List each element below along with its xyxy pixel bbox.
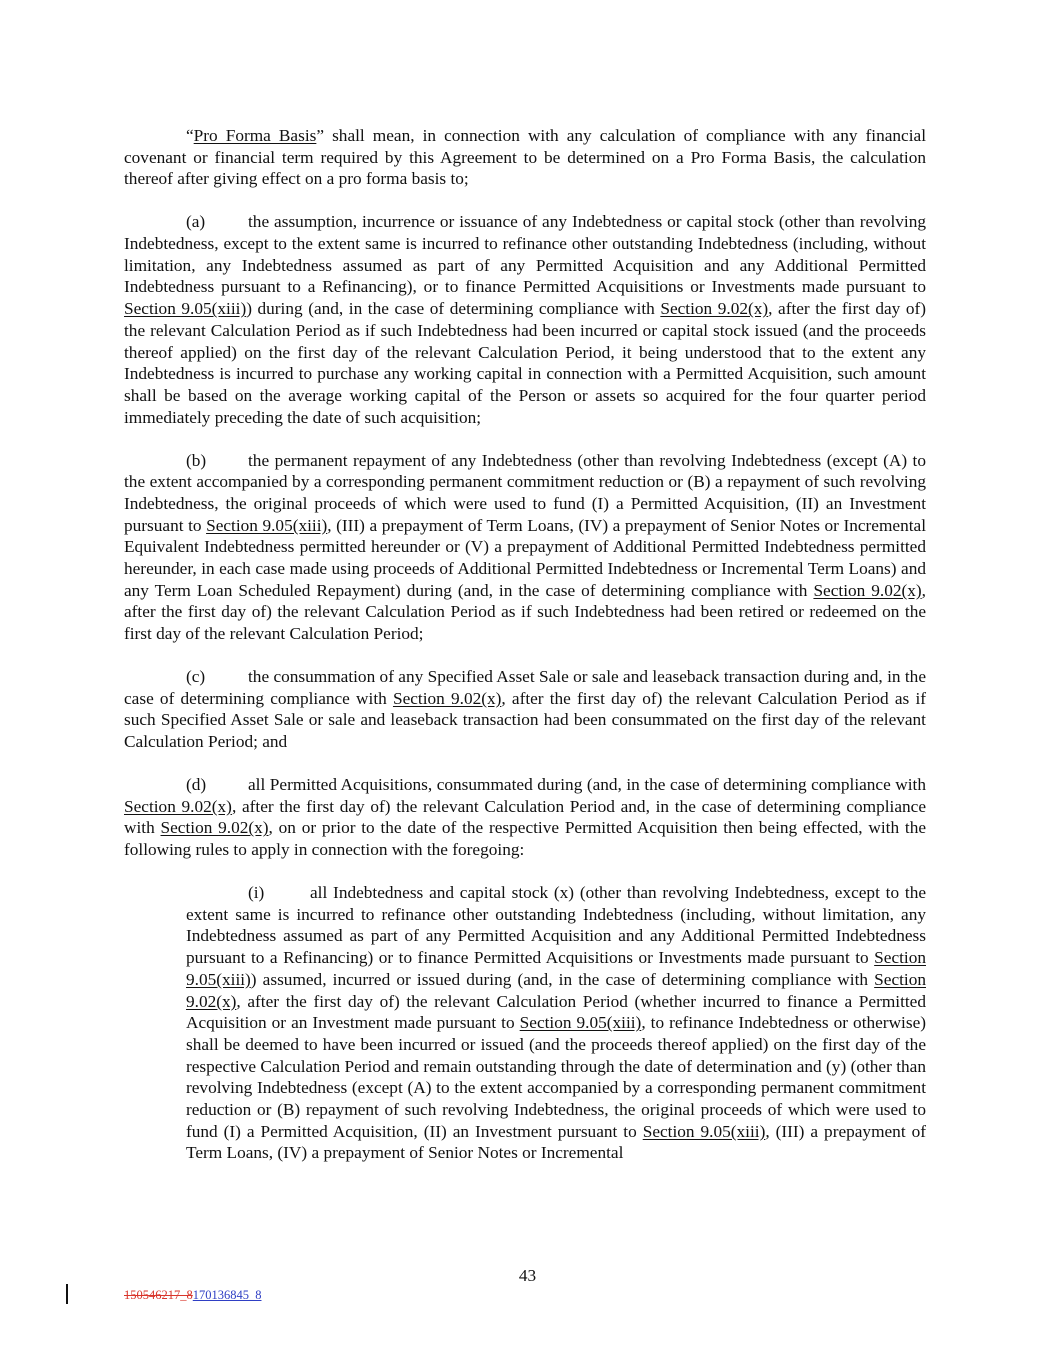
quote-close: ”	[316, 126, 325, 145]
clause-a	[124, 211, 926, 428]
section-reference: Section 9.02(x)	[124, 796, 232, 816]
clause-label: (b)	[186, 450, 207, 470]
document-id-footer	[124, 1288, 262, 1303]
clause-c	[124, 666, 926, 753]
subclause-text: ) assumed, incurred or issued during (and, in the case of determining compliance with	[250, 969, 875, 989]
section-reference: Section 9.02(x)	[813, 580, 922, 600]
clause-text: all Permitted Acquisitions, consummated during (and, in the case of determining compliance with	[248, 775, 926, 795]
section-reference: Section 9.02(x)	[186, 969, 926, 1011]
clause-text: , after the first day of) the relevant Calculation Period as if such Specified Asset Sale or sale and leaseback transaction had been consummated on the first day of the relevant Calculation Period; and	[124, 688, 926, 752]
clause-text: the consummation of any Specified Asset Sale or sale and leaseback transaction during and, in the case of determining compliance with	[124, 667, 926, 708]
clause-text: , after the first day of) the relevant Calculation Period and, in the case of determining compliance with	[124, 796, 926, 838]
section-reference: Section 9.02(x)	[160, 818, 269, 838]
section-reference: Section 9.05(xiii)	[642, 1121, 766, 1141]
quote-open: “	[186, 126, 194, 145]
section-reference: Section 9.05(xiii)	[206, 515, 328, 535]
subclause-i	[186, 882, 926, 1164]
subclause-text: all Indebtedness and capital stock (x) (other than revolving Indebtedness, except to the extent same is incurred to refinance other outstanding Indebtedness (including, without limitation, any Indebtedness assumed as part of any Permitted Acquisition and any Additional Permitted Indebtedness pursuant to a Refinancing) or to finance Permitted Acquisitions or Investments made pursuant to	[186, 883, 926, 968]
clause-label: (a)	[186, 212, 206, 232]
clause-text: the permanent repayment of any Indebtedness (other than revolving Indebtedness (except (A) to the extent accompanied by a corresponding permanent commitment reduction or (B) a repayment of such revolving Indebtedness, the original proceeds of which were used to fund (I) a Permitted Acquisition, (II) an Investment pursuant to	[124, 450, 926, 535]
section-reference: Section 9.02(x)	[392, 688, 502, 708]
subclause-label: (i)	[248, 883, 265, 903]
clause-b	[124, 450, 926, 645]
document-body	[124, 125, 926, 1164]
definition-pro-forma-basis	[124, 125, 926, 190]
defined-term: Pro Forma Basis	[193, 126, 317, 145]
clause-text: ) during (and, in the case of determining compliance with	[246, 299, 661, 319]
clause-text: , (III) a prepayment of Term Loans, (IV) a prepayment of Senior Notes or Incremental Equivalent Indebtedness permitted hereunder or (V) a prepayment of Additional Permitted Indebtedness permitted hereunder, in each case made using proceeds of Additional Permitted Indebtedness or Incremental Term Loans) and any Term Loan Scheduled Repayment) during (and, in the case of determining compliance with	[124, 515, 927, 600]
old-document-id: 150546217_8	[124, 1288, 193, 1302]
section-reference: Section 9.02(x)	[660, 299, 769, 319]
section-reference: Section 9.05(xiii)	[186, 948, 926, 989]
new-document-id: 170136845_8	[192, 1288, 262, 1302]
clause-text: , after the first day of) the relevant Calculation Period as if such Indebtedness had been retired or redeemed on the first day of the relevant Calculation Period;	[124, 580, 926, 644]
section-reference: Section 9.05(xiii)	[124, 299, 247, 319]
definition-text: shall mean, in connection with any calculation of compliance with any financial covenant or financial term required by this Agreement to be determined on a Pro Forma Basis, the calculation thereof after giving effect on a pro forma basis to;	[124, 126, 926, 189]
page-number: 43	[518, 1266, 537, 1285]
subclause-text: , to refinance Indebtedness or otherwise) shall be deemed to have been incurred or issued (and the proceeds thereof applied) on the first day of the respective Calculation Period and remain outstanding through the date of determination and (y) (other than revolving Indebtedness (except (A) to the extent accompanied by a corresponding permanent commitment reduction or (B) repayment of such revolving Indebtedness, the original proceeds of which were used to fund (I) a Permitted Acquisition, (II) an Investment pursuant to	[186, 1013, 926, 1141]
subclause-text: , after the first day of) the relevant Calculation Period (whether incurred to finance a Permitted Acquisition or an Investment made pursuant to	[186, 991, 926, 1033]
clause-text: , on or prior to the date of the respective Permitted Acquisition then being effected, with the following rules to apply in connection with the foregoing:	[124, 818, 926, 860]
change-bar	[66, 1284, 68, 1304]
clause-label: (d)	[186, 775, 207, 795]
clause-d	[124, 774, 926, 861]
subclause-text: , (III) a prepayment of Term Loans, (IV) a prepayment of Senior Notes or Incremental	[186, 1121, 927, 1163]
section-reference: Section 9.05(xiii)	[519, 1013, 642, 1033]
clause-text: , after the first day of) the relevant Calculation Period as if such Indebtedness had been incurred or capital stock issued (and the proceeds thereof applied) on the first day of the relevant Calculation Period, it being understood that to the extent any Indebtedness is incurred to purchase any working capital in connection with a Permitted Acquisition, such amount shall be based on the average working capital of the Person or assets so acquired for the four quarter period immediately preceding the date of such acquisition;	[124, 299, 926, 427]
clause-label: (c)	[186, 667, 206, 687]
clause-text: the assumption, incurrence or issuance of any Indebtedness or capital stock (other than revolving Indebtedness, except to the extent same is incurred to refinance other outstanding Indebtedness (including, without limitation, any Indebtedness assumed as part of any Permitted Acquisition and any Additional Permitted Indebtedness pursuant to a Refinancing), or to finance Permitted Acquisitions or Investments made pursuant to	[124, 212, 926, 297]
